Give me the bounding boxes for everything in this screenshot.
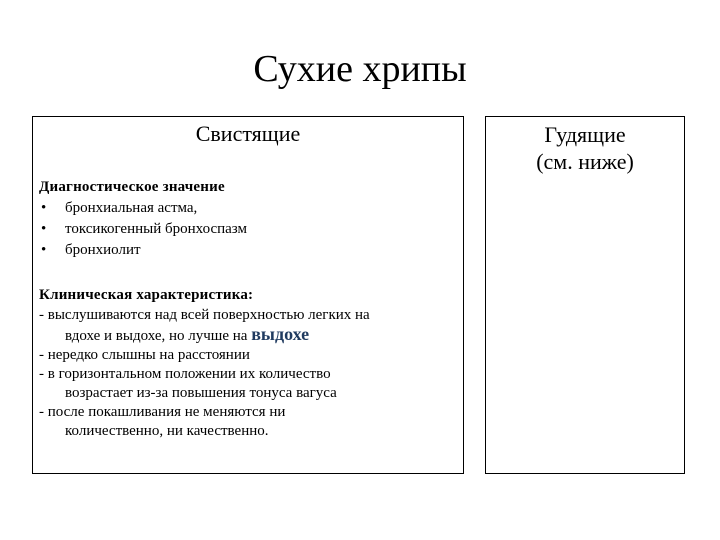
clinical-item-line: - в горизонтальном положении их количество <box>39 366 331 382</box>
clinical-item-line: количественно, ни качественно. <box>65 423 269 439</box>
bullet: • <box>41 200 47 216</box>
wheezing-box <box>32 116 464 474</box>
rhonchi-box <box>485 116 685 474</box>
bullet: • <box>41 221 47 237</box>
exhale-emphasis: выдохе <box>251 324 310 344</box>
clinical-item <box>39 306 454 346</box>
clinical-item-line: - после покашливания не меняются ни <box>39 404 286 420</box>
clinical-item <box>39 346 454 365</box>
clinical-item-line <box>39 325 454 346</box>
diagnostic-title: Диагностическое значение <box>39 179 225 195</box>
bullet: • <box>41 242 47 258</box>
wheezing-heading: Свистящие <box>195 121 301 146</box>
list-item <box>39 198 454 219</box>
clinical-item <box>39 403 454 441</box>
diagnostic-item: бронхиальная астма, <box>65 200 198 216</box>
rhonchi-heading-line: Гудящие <box>544 122 626 147</box>
rhonchi-heading-line: (см. ниже) <box>536 149 634 174</box>
rhonchi-heading <box>486 121 684 175</box>
clinical-item-line: возрастает из-за повышения тонуса вагуса <box>65 385 337 401</box>
diagnostic-item: бронхиолит <box>65 242 141 258</box>
clinical-item-line: - нередко слышны на расстоянии <box>39 347 250 363</box>
diagnostic-item: токсикогенный бронхоспазм <box>65 221 248 237</box>
clinical-item <box>39 365 454 403</box>
list-item <box>39 219 454 240</box>
wheezing-content <box>39 177 454 441</box>
clinical-item-text: вдохе и выдохе, но лучше на <box>65 328 252 344</box>
list-item <box>39 240 454 261</box>
spacer <box>39 261 454 285</box>
clinical-item-line: - выслушиваются над всей поверхностью легких на <box>39 307 370 323</box>
clinical-title: Клиническая характеристика: <box>39 287 254 303</box>
page-title: Сухие хрипы <box>253 48 467 90</box>
